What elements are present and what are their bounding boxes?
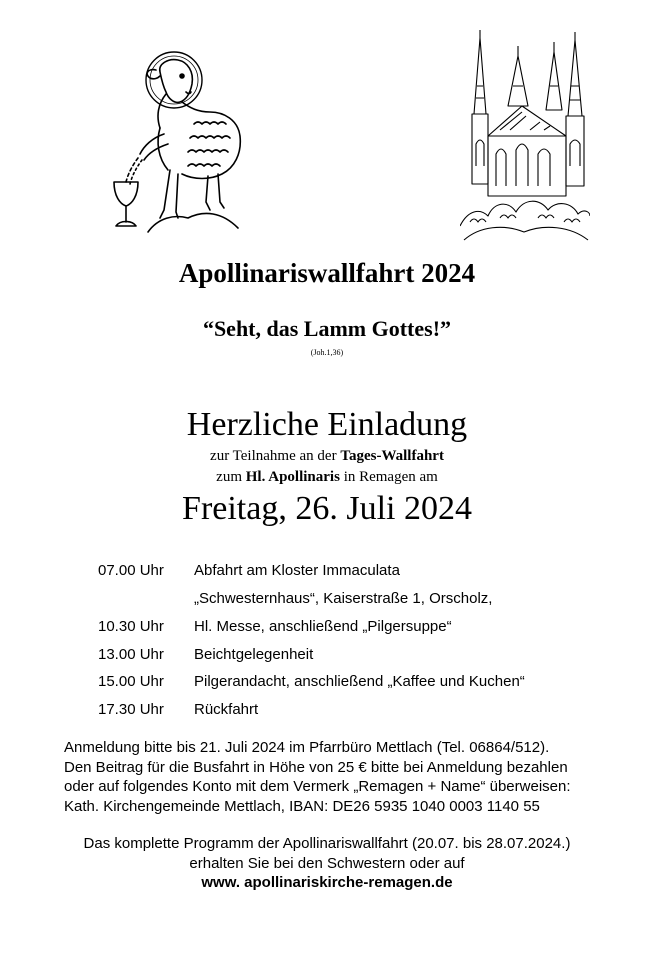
invitation-heading: Herzliche Einladung: [186, 406, 468, 443]
apollinaris-church-icon: [460, 26, 590, 244]
registration-line: Kath. Kirchengemeinde Mettlach, IBAN: DE26 5935 1040 0003 1140 55: [64, 797, 540, 815]
invitation-line-2-suffix: in Remagen am: [339, 469, 438, 485]
website-link[interactable]: www. apollinariskirche-remagen.de: [201, 874, 453, 891]
invitation-line-1-text: zur Teilnahme an der: [210, 448, 341, 464]
schedule-text: Pilgerandacht, anschließend „Kaffee und Kuchen“: [194, 673, 525, 690]
registration-info: [64, 738, 624, 816]
invitation-line-2: [0, 469, 654, 486]
registration-line: Den Beitrag für die Busfahrt in Höhe von 25 € bitte bei Anmeldung bezahlen: [64, 758, 568, 776]
schedule-text: Hl. Messe, anschließend „Pilgersuppe“: [194, 618, 452, 635]
schedule-row: [0, 673, 654, 695]
schedule-row: [0, 618, 654, 640]
schedule-row: [0, 590, 654, 612]
schedule-time: 07.00 Uhr: [98, 562, 164, 579]
schedule-text: Abfahrt am Kloster Immaculata: [194, 562, 400, 579]
schedule-text: „Schwesternhaus“, Kaiserstraße 1, Orscholz,: [194, 590, 493, 607]
schedule-row: [0, 646, 654, 668]
registration-line: Anmeldung bitte bis 21. Juli 2024 im Pfarrbüro Mettlach (Tel. 06864/512).: [64, 739, 550, 756]
schedule-text: Beichtgelegenheit: [194, 646, 314, 663]
schedule-time: 15.00 Uhr: [98, 673, 164, 690]
invitation-line-2-bold: Hl. Apollinaris: [245, 469, 340, 485]
lamb-of-god-icon: [98, 42, 248, 240]
schedule-time: 13.00 Uhr: [98, 646, 164, 663]
program-info: [0, 834, 654, 893]
registration-line: oder auf folgendes Konto mit dem Vermerk „Remagen + Name“ überweisen:: [64, 778, 571, 795]
page-title: Apollinariswallfahrt 2024: [178, 258, 476, 288]
schedule-time: 17.30 Uhr: [98, 701, 164, 718]
schedule-time: 10.30 Uhr: [98, 618, 164, 635]
program-info-line-2: erhalten Sie bei den Schwestern oder auf: [189, 854, 465, 872]
schedule-row: [0, 701, 654, 723]
schedule-text: Rückfahrt: [194, 701, 259, 718]
invitation-line-2-text: zum: [216, 469, 246, 485]
bible-quote: “Seht, das Lamm Gottes!”: [202, 316, 452, 341]
program-info-line-1: Das komplette Programm der Apollinariswallfahrt (20.07. bis 28.07.2024.): [83, 835, 571, 852]
invitation-line-1-bold: Tages-Wallfahrt: [340, 448, 444, 464]
schedule-row: [0, 562, 654, 584]
invitation-line-1: [0, 448, 654, 465]
bible-quote-reference: (Joh.1,36): [310, 348, 344, 357]
event-date: Freitag, 26. Juli 2024: [182, 490, 472, 527]
